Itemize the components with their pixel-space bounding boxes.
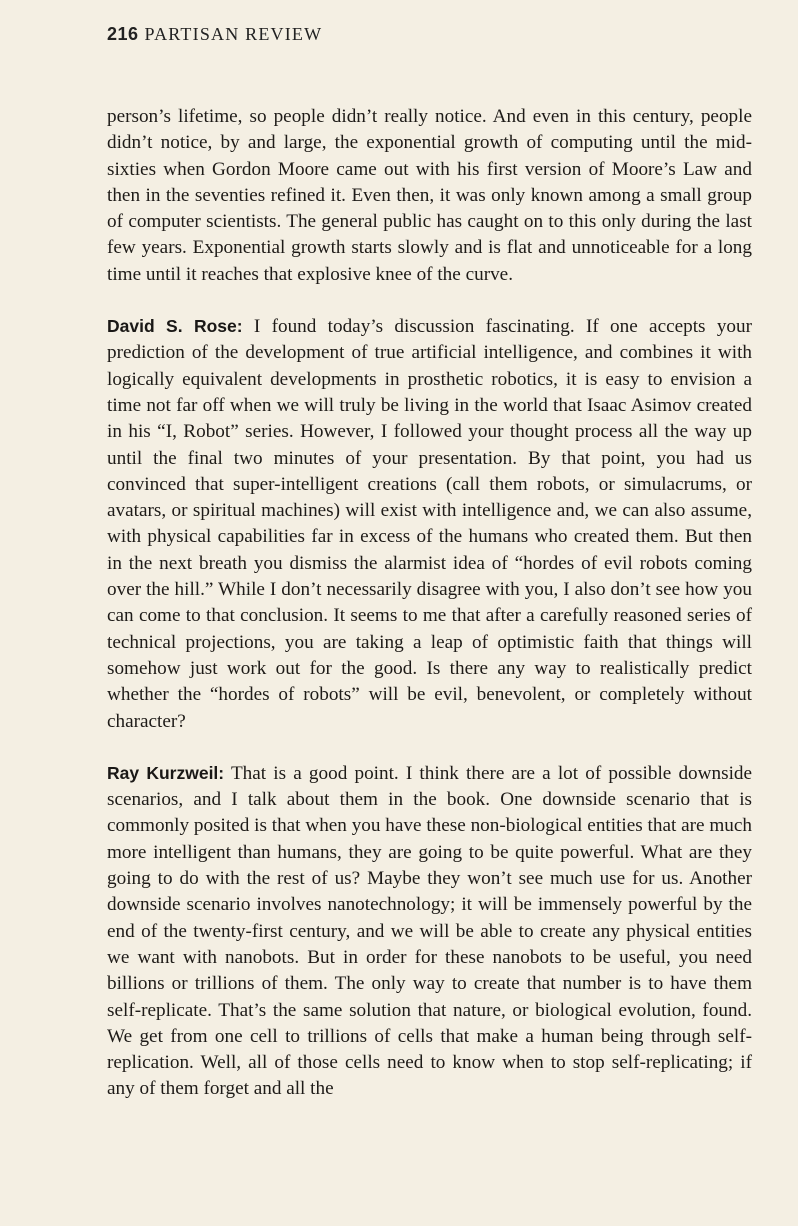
speaker-name: David S. Rose: [107,316,243,337]
journal-title: PARTISAN REVIEW [144,24,323,44]
paragraph-text: I found today’s discussion fascinating. If one accepts your prediction of the development of true artificial intelligence, and combines it with logically equivalent developments in prosthetic robotics, it is easy to envision a time not far off when we will truly be living in the world that Isaac Asimov created in his “I, Robot” series. However, I followed your thought process all the way up until the final two minutes of your presentation. By that point, you had us convinced that super-intelligent creations (call them robots, or simulacrums, or avatars, or spiritual machines) will exist with intelligence and, we can also assume, with physical capabilities far in excess of the humans who created them. But then in the next breath you dismiss the alarmist idea of “hordes of evil robots coming over the hill.” While I don’t necessarily disagree with you, I also don’t see how you can come to that conclusion. It seems to me that after a carefully reasoned series of technical projections, you are taking a leap of optimistic faith that things will somehow just work out for the good. Is there any way to realistically predict whether the “hordes of robots” will be evil, benevolent, or completely without character? [107,316,753,732]
paragraph-text: That is a good point. I think there are a lot of possible downside scenarios, and I talk about them in the book. One downside scenario that is commonly posited is that when you have these non-biological entities that are much more intelligent than humans, they are going to be quite powerful. What are they going to do with the rest of us? Maybe they won’t see much use for us. Another downside scenario involves nanotechnology; it will be immensely powerful by the end of the twenty-first century, and we will be able to create any physical entities we want with nanobots. But in order for these nanobots to be useful, you need billions or trillions of them. The only way to create that number is to have them self-replicate. That’s the same solution that nature, or biological evolution, found. We get from one cell to trillions of cells that make a human being through self-replication. Well, all of those cells need to know when to stop self-replicating; if any of them forget and all the [107,762,753,1100]
running-head [107,24,322,45]
paragraph-kurzweil-answer [107,760,752,1103]
paragraph-continuation [107,104,752,288]
paragraph-rose-question [107,313,752,735]
speaker-name: Ray Kurzweil: [107,762,225,783]
page-number: 216 [107,24,139,44]
body-text [107,104,752,1128]
paragraph-text: person’s lifetime, so people didn’t really notice. And even in this century, people didn’t notice, by and large, the exponential growth of computing until the mid-sixties when Gordon Moore came out with his first version of Moore’s Law and then in the seventies refined it. Even then, it was only known among a small group of computer scientists. The general public has caught on to this only during the last few years. Exponential growth starts slowly and is flat and unnoticeable for a long time until it reaches that explosive knee of the curve. [107,106,752,285]
